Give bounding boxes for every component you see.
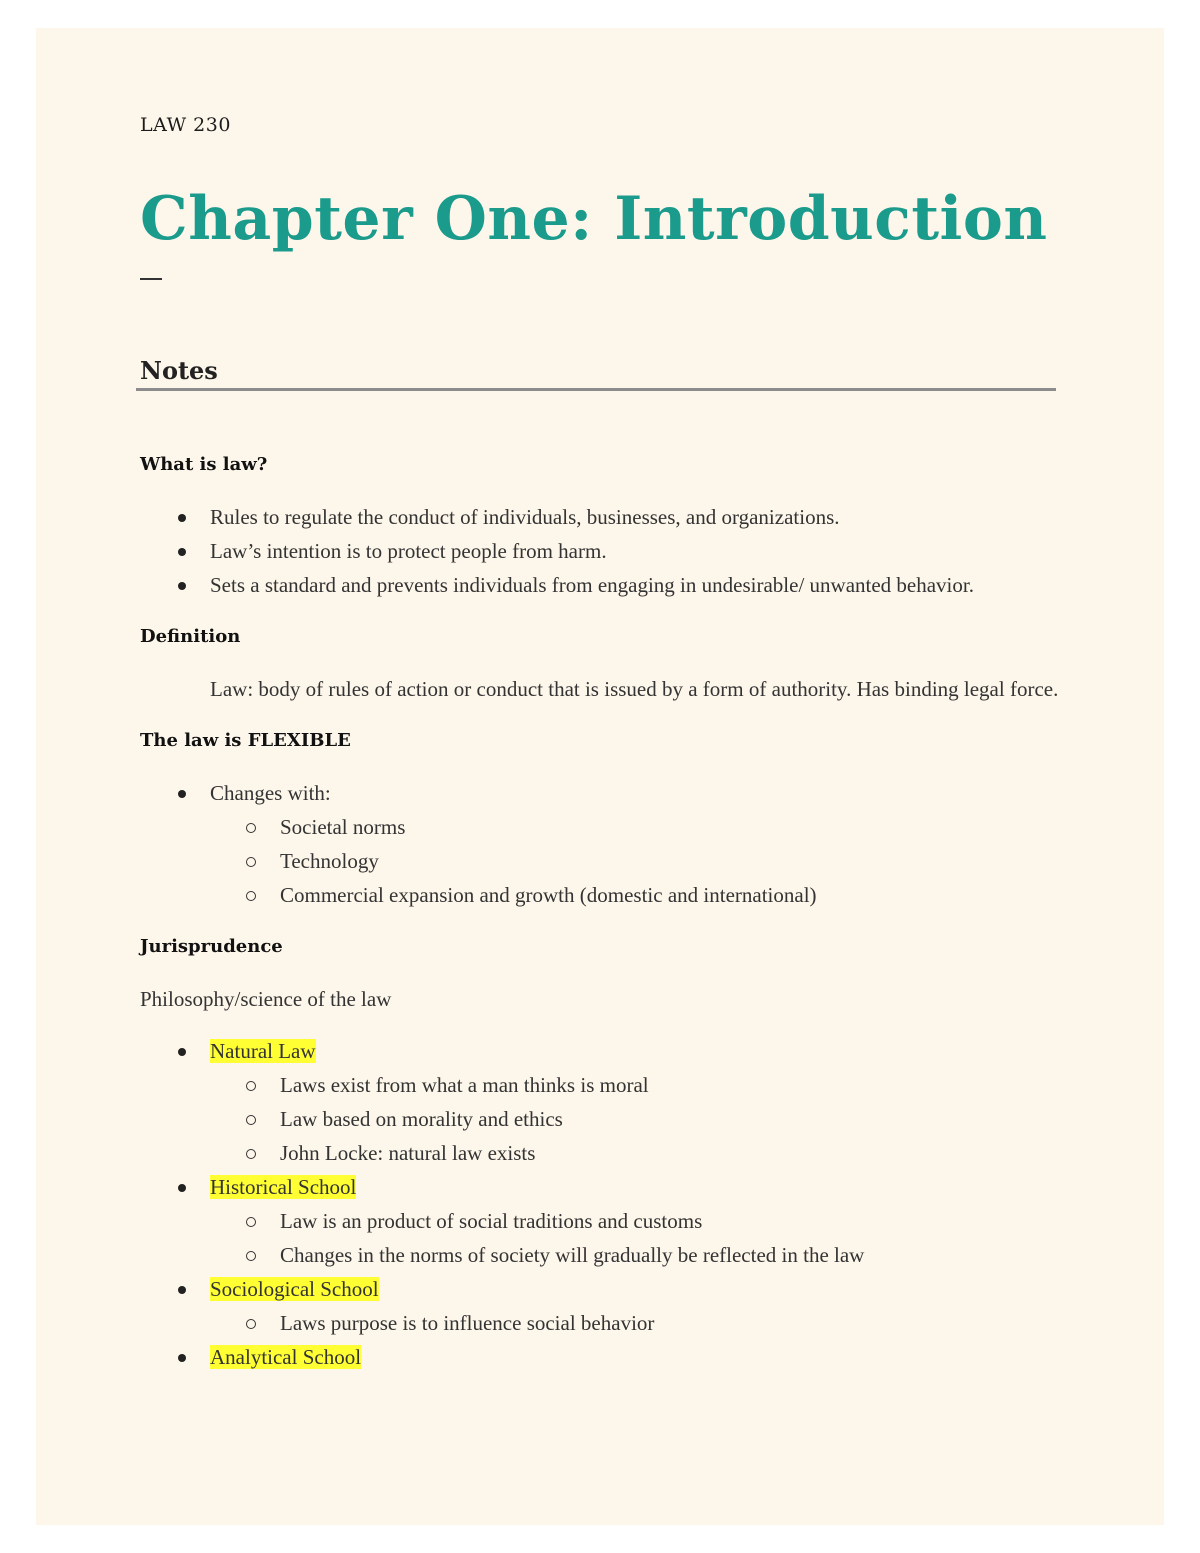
bullet-icon — [178, 582, 186, 590]
circle-bullet-icon — [246, 1251, 256, 1261]
natural-law-sublist — [210, 1068, 1060, 1170]
section-heading-what-is-law: What is law? — [140, 454, 268, 475]
list-item: Commercial expansion and growth (domestic and international) — [210, 878, 1060, 912]
school-historical — [140, 1170, 1060, 1272]
list-item: Rules to regulate the conduct of individuals, businesses, and organizations. — [140, 500, 1060, 534]
school-natural-law — [140, 1034, 1060, 1170]
schools-list — [140, 1034, 1060, 1374]
list-item: Law based on morality and ethics — [210, 1102, 1060, 1136]
notes-heading: Notes — [140, 356, 218, 385]
bullet-icon — [178, 1048, 186, 1056]
bullet-icon — [178, 1184, 186, 1192]
bullet-icon — [178, 548, 186, 556]
circle-bullet-icon — [246, 1319, 256, 1329]
page-title: Chapter One: Introduction — [140, 184, 1048, 254]
highlighted-term: Historical School — [210, 1175, 357, 1199]
list-item: Law is an product of social traditions and customs — [210, 1204, 1060, 1238]
school-sociological — [140, 1272, 1060, 1340]
section-heading-flexible: The law is FLEXIBLE — [140, 730, 351, 751]
sociological-sublist — [210, 1306, 1060, 1340]
flexible-list — [140, 776, 1060, 912]
list-item: Societal norms — [210, 810, 1060, 844]
definition-text: Law: body of rules of action or conduct that is issued by a form of authority. Has binding legal force. — [210, 677, 1059, 701]
list-item: Law’s intention is to protect people from harm. — [140, 534, 1060, 568]
bullet-icon — [178, 1286, 186, 1294]
highlighted-term: Natural Law — [210, 1039, 316, 1063]
section-heading-definition: Definition — [140, 626, 241, 647]
bullet-icon — [178, 790, 186, 798]
list-item: Sets a standard and prevents individuals from engaging in undesirable/ unwanted behavior. — [140, 568, 1060, 602]
flexible-sublist — [210, 810, 1060, 912]
circle-bullet-icon — [246, 1081, 256, 1091]
circle-bullet-icon — [246, 1115, 256, 1125]
what-is-law-list — [140, 500, 1060, 602]
highlighted-term: Analytical School — [210, 1345, 362, 1369]
list-item: Changes in the norms of society will gradually be reflected in the law — [210, 1238, 1060, 1272]
circle-bullet-icon — [246, 1149, 256, 1159]
circle-bullet-icon — [246, 823, 256, 833]
bullet-icon — [178, 1354, 186, 1362]
highlighted-term: Sociological School — [210, 1277, 379, 1301]
circle-bullet-icon — [246, 891, 256, 901]
list-item: Changes with: Societal norms Technology Commercial expansion and growth (domestic and international) — [140, 776, 1060, 912]
list-item: John Locke: natural law exists — [210, 1136, 1060, 1170]
horizontal-rule — [136, 388, 1056, 391]
course-code: LAW 230 — [140, 114, 231, 136]
title-dash — [140, 278, 162, 280]
circle-bullet-icon — [246, 857, 256, 867]
notes-content — [140, 448, 1060, 1374]
circle-bullet-icon — [246, 1217, 256, 1227]
document-page — [36, 28, 1164, 1525]
list-item: Laws purpose is to influence social behavior — [210, 1306, 1060, 1340]
historical-sublist — [210, 1204, 1060, 1272]
bullet-icon — [178, 514, 186, 522]
list-item: Technology — [210, 844, 1060, 878]
list-item: Laws exist from what a man thinks is moral — [210, 1068, 1060, 1102]
section-heading-jurisprudence: Jurisprudence — [140, 936, 283, 957]
school-analytical — [140, 1340, 1060, 1374]
jurisprudence-text: Philosophy/science of the law — [140, 987, 392, 1011]
